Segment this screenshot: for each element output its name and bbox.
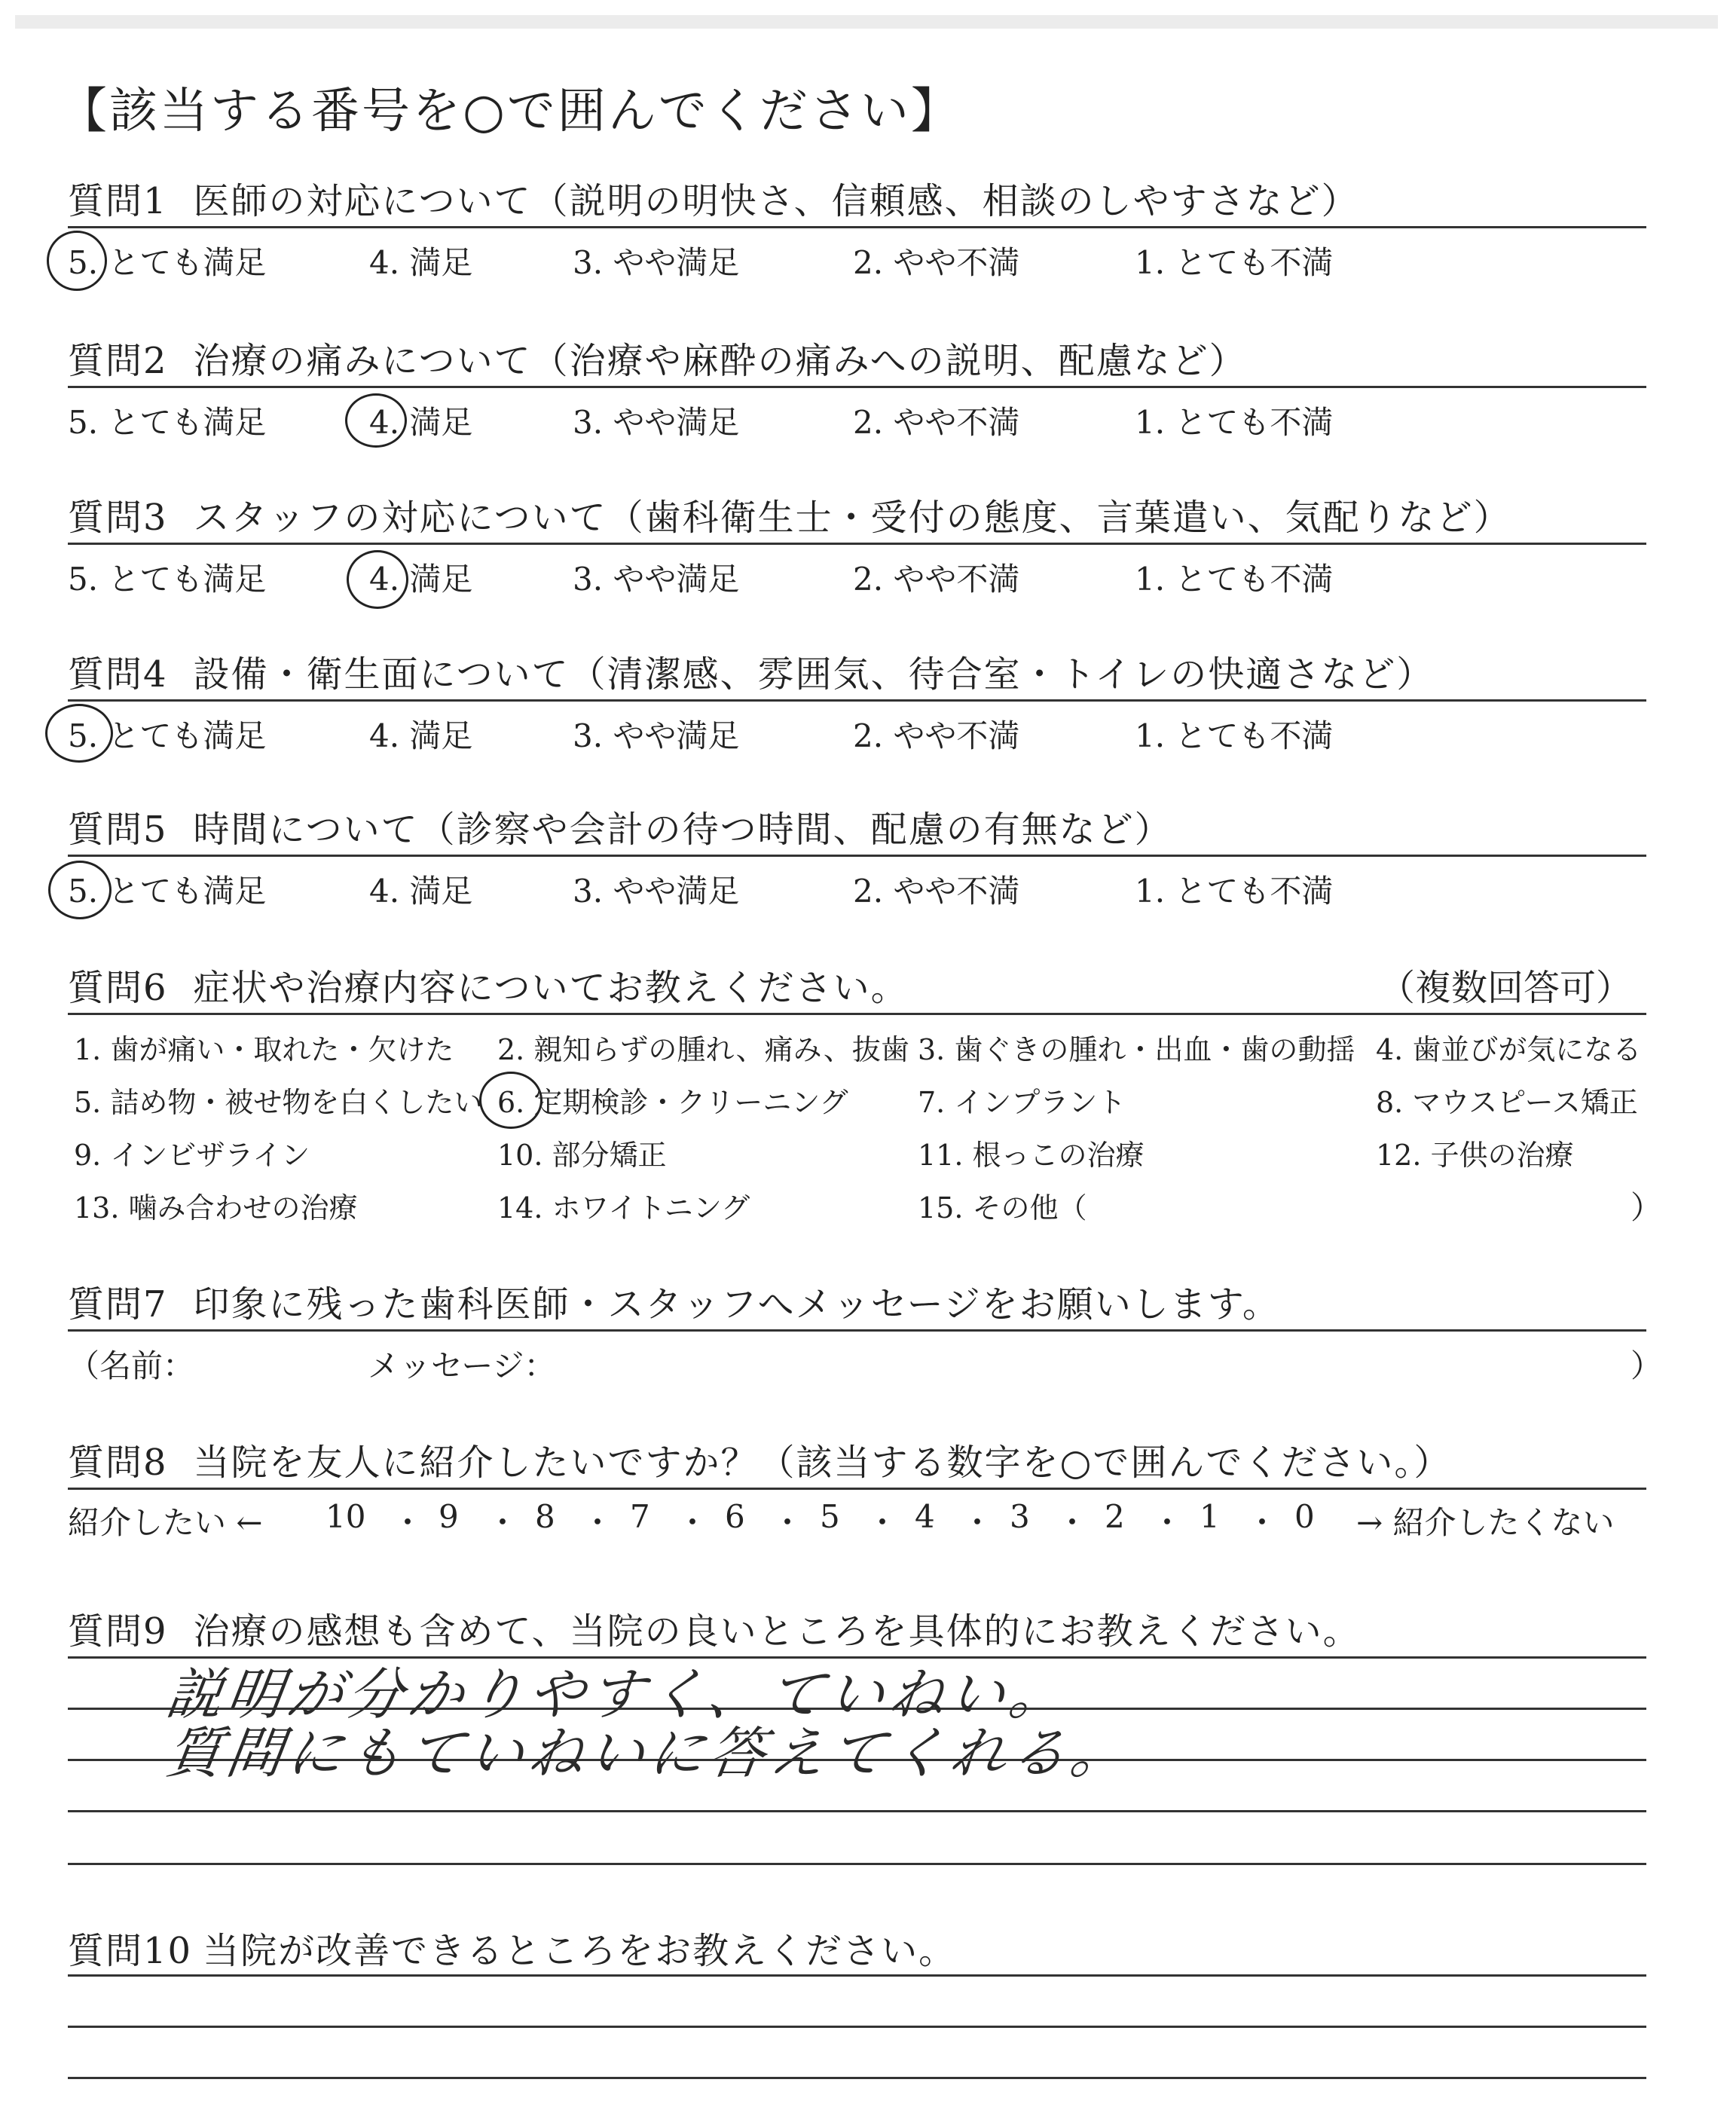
selection-circle xyxy=(345,393,407,448)
answer-line xyxy=(68,1810,1646,1812)
question-text: 印象に残った歯科医師・スタッフへメッセージをお願いします。 xyxy=(193,1283,1280,1326)
question-rule xyxy=(68,1329,1646,1332)
question-rule xyxy=(68,226,1646,228)
option-2[interactable]: 2. やや不満 xyxy=(853,561,1020,598)
scale-1[interactable]: 1 xyxy=(1200,1498,1220,1535)
question-rule xyxy=(68,386,1646,388)
scale-separator: ・ xyxy=(1246,1504,1279,1541)
q6-option-7[interactable]: 7. インプラント xyxy=(918,1086,1126,1119)
handwritten-answer-line-2[interactable]: 質問にもていねいに答えてくれる。 xyxy=(162,1721,1136,1786)
option-1[interactable]: 1. とても不満 xyxy=(1135,873,1334,910)
selection-circle xyxy=(347,550,408,609)
q6-option-5[interactable]: 5. 詰め物・被せ物を白くしたい xyxy=(74,1086,483,1119)
scale-9[interactable]: 9 xyxy=(439,1498,459,1535)
q6-option-11[interactable]: 11. 根っこの治療 xyxy=(918,1139,1145,1172)
question-rule xyxy=(68,1013,1646,1015)
option-3[interactable]: 3. やや満足 xyxy=(573,717,740,754)
option-5[interactable]: 5. とても満足 xyxy=(68,561,267,598)
scale-separator: ・ xyxy=(392,1504,424,1541)
option-1[interactable]: 1. とても不満 xyxy=(1135,404,1334,441)
option-5[interactable]: 5. とても満足 xyxy=(68,873,267,910)
scale-separator: ・ xyxy=(487,1504,519,1541)
option-3[interactable]: 3. やや満足 xyxy=(573,244,740,281)
multiple-answers-note: （複数回答可） xyxy=(1379,967,1633,1009)
option-1[interactable]: 1. とても不満 xyxy=(1135,244,1334,281)
question-text: 治療の痛みについて（治療や麻酔の痛みへの説明、配慮など） xyxy=(193,340,1247,382)
selection-circle xyxy=(48,861,112,919)
selection-circle xyxy=(47,231,107,291)
option-4[interactable]: 4. 満足 xyxy=(369,561,473,598)
question-text: 当院が改善できるところをお教えください。 xyxy=(203,1930,957,1972)
scale-separator: ・ xyxy=(961,1504,994,1541)
page-title: 【該当する番号を○で囲んでください】 xyxy=(59,84,961,139)
scale-10[interactable]: 10 xyxy=(326,1498,366,1535)
selection-circle xyxy=(45,704,113,763)
scale-separator: ・ xyxy=(1056,1504,1089,1541)
question-rule xyxy=(68,1488,1646,1490)
option-5[interactable]: 5. とても満足 xyxy=(68,717,267,754)
answer-line xyxy=(68,2077,1646,2079)
scale-5[interactable]: 5 xyxy=(820,1498,840,1535)
handwritten-answer-line-1[interactable]: 説明が分かりやすく、ていねい。 xyxy=(162,1662,1074,1727)
question-number: 質問1 xyxy=(68,180,168,222)
recommend-left-label: 紹介したい ← xyxy=(68,1504,263,1541)
scan-top-band xyxy=(15,15,1718,29)
option-1[interactable]: 1. とても不満 xyxy=(1135,561,1334,598)
option-3[interactable]: 3. やや満足 xyxy=(573,404,740,441)
question-text: 設備・衛生面について（清潔感、雰囲気、待合室・トイレの快適さなど） xyxy=(193,653,1435,696)
answer-line xyxy=(68,1863,1646,1865)
question-number: 質問2 xyxy=(68,340,168,382)
q6-option-8[interactable]: 8. マウスピース矯正 xyxy=(1376,1086,1638,1119)
question-number: 質問7 xyxy=(68,1283,168,1326)
q6-option-13[interactable]: 13. 噛み合わせの治療 xyxy=(74,1191,358,1225)
question-text: 時間について（診察や会計の待つ時間、配慮の有無など） xyxy=(193,809,1172,851)
answer-line xyxy=(68,2026,1646,2028)
scale-8[interactable]: 8 xyxy=(535,1498,555,1535)
question-text: 当院を友人に紹介したいですか？（該当する数字を○で囲んでください。） xyxy=(193,1442,1452,1484)
option-5[interactable]: 5. とても満足 xyxy=(68,404,267,441)
scale-7[interactable]: 7 xyxy=(630,1498,650,1535)
scale-separator: ・ xyxy=(772,1504,804,1541)
q6-option-12[interactable]: 12. 子供の治療 xyxy=(1376,1139,1574,1172)
q6-option-3[interactable]: 3. 歯ぐきの腫れ・出血・歯の動揺 xyxy=(918,1033,1355,1066)
scale-separator: ・ xyxy=(1151,1504,1184,1541)
question-number: 質問3 xyxy=(68,497,168,539)
question-text: 治療の感想も含めて、当院の良いところを具体的にお教えください。 xyxy=(193,1610,1361,1653)
question-number: 質問8 xyxy=(68,1442,168,1484)
message-field-label[interactable]: メッセージ： xyxy=(368,1347,556,1384)
scale-0[interactable]: 0 xyxy=(1294,1498,1315,1535)
question-number: 質問5 xyxy=(68,809,168,851)
scale-separator: ・ xyxy=(582,1504,614,1541)
scale-4[interactable]: 4 xyxy=(915,1498,935,1535)
scale-separator: ・ xyxy=(677,1504,709,1541)
selection-circle xyxy=(479,1072,542,1129)
question-text: 症状や治療内容についてお教えください。 xyxy=(193,967,909,1009)
q6-option-9[interactable]: 9. インビザライン xyxy=(74,1139,310,1172)
answer-line xyxy=(68,1974,1646,1977)
question-number: 質問10 xyxy=(68,1930,193,1972)
option-2[interactable]: 2. やや不満 xyxy=(853,717,1020,754)
question-number: 質問9 xyxy=(68,1610,168,1653)
q6-option-10[interactable]: 10. 部分矯正 xyxy=(497,1139,667,1172)
scale-separator: ・ xyxy=(866,1504,899,1541)
option-4[interactable]: 4. 満足 xyxy=(369,873,473,910)
q6-option-2[interactable]: 2. 親知らずの腫れ、痛み、抜歯 xyxy=(497,1033,909,1066)
option-1[interactable]: 1. とても不満 xyxy=(1135,717,1334,754)
scale-6[interactable]: 6 xyxy=(725,1498,745,1535)
q6-option-15[interactable]: 15. その他（ xyxy=(918,1191,1087,1225)
option-4[interactable]: 4. 満足 xyxy=(369,717,473,754)
q6-option-14[interactable]: 14. ホワイトニング xyxy=(497,1191,750,1225)
option-3[interactable]: 3. やや満足 xyxy=(573,873,740,910)
option-2[interactable]: 2. やや不満 xyxy=(853,404,1020,441)
q6-option-1[interactable]: 1. 歯が痛い・取れた・欠けた xyxy=(74,1033,454,1066)
scale-2[interactable]: 2 xyxy=(1105,1498,1125,1535)
option-2[interactable]: 2. やや不満 xyxy=(853,244,1020,281)
other-close-paren: ） xyxy=(1631,1189,1663,1226)
option-4[interactable]: 4. 満足 xyxy=(369,244,473,281)
option-4[interactable]: 4. 満足 xyxy=(369,404,473,441)
option-5[interactable]: 5. とても満足 xyxy=(68,244,267,281)
question-number: 質問4 xyxy=(68,653,168,696)
recommend-right-label: → 紹介したくない xyxy=(1356,1504,1615,1541)
question-rule xyxy=(68,543,1646,545)
scale-3[interactable]: 3 xyxy=(1010,1498,1030,1535)
option-2[interactable]: 2. やや不満 xyxy=(853,873,1020,910)
message-close-paren: ） xyxy=(1631,1347,1663,1384)
question-rule xyxy=(68,855,1646,857)
name-field-label[interactable]: （名前： xyxy=(68,1347,195,1384)
question-text: スタッフの対応について（歯科衛生士・受付の態度、言葉遣い、気配りなど） xyxy=(193,497,1511,539)
question-rule xyxy=(68,699,1646,702)
q6-option-4[interactable]: 4. 歯並びが気になる xyxy=(1376,1033,1642,1066)
question-number: 質問6 xyxy=(68,967,168,1009)
question-text: 医師の対応について（説明の明快さ、信頼感、相談のしやすさなど） xyxy=(193,180,1359,222)
q6-option-6[interactable]: 6. 定期検診・クリーニング xyxy=(497,1086,848,1119)
option-3[interactable]: 3. やや満足 xyxy=(573,561,740,598)
